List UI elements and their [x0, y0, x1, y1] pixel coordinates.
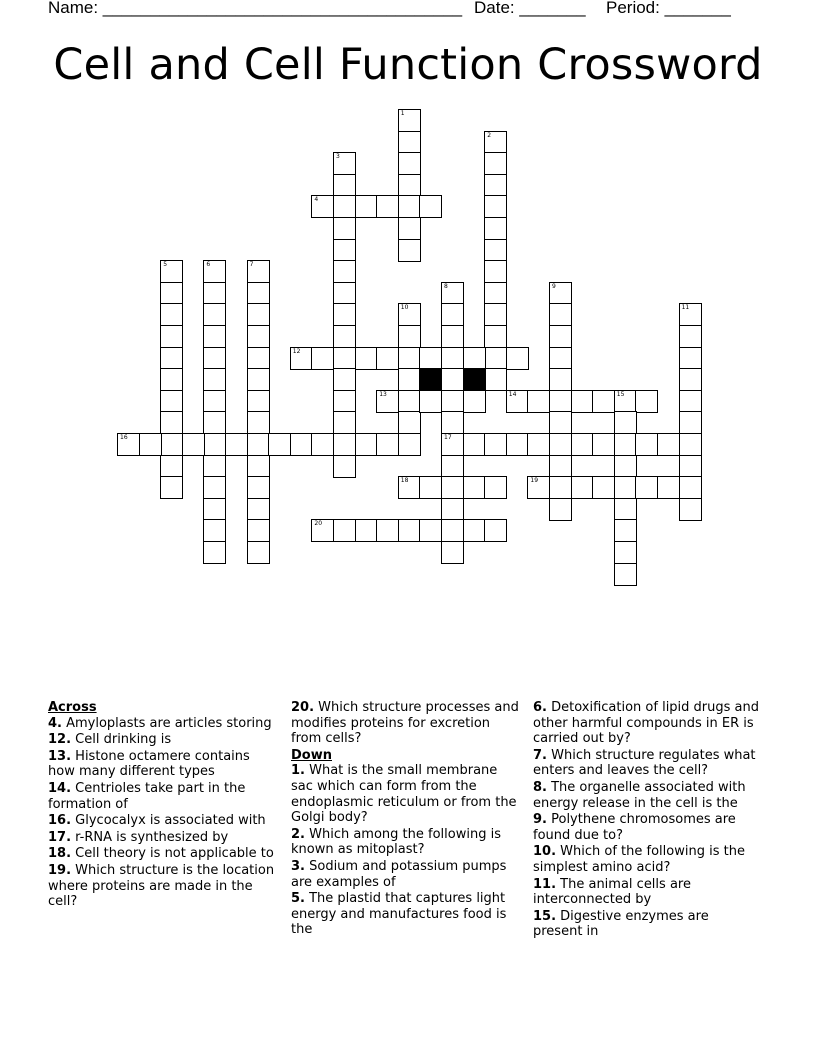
- crossword-cell[interactable]: [355, 519, 378, 542]
- clue-number: 10: [400, 304, 409, 312]
- crossword-cell[interactable]: [355, 195, 378, 218]
- crossword-cell[interactable]: [398, 131, 421, 154]
- clue-text: Digestive enzymes are present in: [533, 908, 709, 940]
- crossword-cell[interactable]: [419, 390, 442, 413]
- crossword-cell[interactable]: [441, 303, 464, 326]
- clue-text: Centrioles take part in the formation of: [48, 780, 246, 812]
- clue-number-label: 11.: [533, 876, 557, 892]
- crossword-cell[interactable]: [398, 368, 421, 391]
- crossword-cell[interactable]: [484, 476, 507, 499]
- crossword-cell[interactable]: [506, 433, 529, 456]
- clue-number: 11: [681, 304, 690, 312]
- crossword-cell[interactable]: [679, 476, 702, 499]
- crossword-cell[interactable]: [247, 347, 270, 370]
- crossword-cell[interactable]: [679, 368, 702, 391]
- crossword-cell[interactable]: [333, 282, 356, 305]
- crossword-cell[interactable]: [614, 519, 637, 542]
- crossword-cell[interactable]: [635, 433, 658, 456]
- crossword-cell[interactable]: [139, 433, 162, 456]
- crossword-cell[interactable]: [419, 347, 442, 370]
- crossword-cell[interactable]: [549, 325, 572, 348]
- clue-number: 5: [163, 261, 168, 269]
- clue-text: Sodium and potassium pumps are examples of: [291, 858, 507, 890]
- down-clue: [533, 844, 761, 875]
- crossword-cell[interactable]: [614, 541, 637, 564]
- crossword-cell[interactable]: [398, 239, 421, 262]
- crossword-cell[interactable]: [203, 455, 226, 478]
- clue-number-label: 15.: [533, 908, 557, 924]
- crossword-cell[interactable]: [203, 541, 226, 564]
- crossword-cell[interactable]: [160, 433, 183, 456]
- down-clue-list: [291, 763, 519, 938]
- crossword-cell[interactable]: [463, 433, 486, 456]
- crossword-cell[interactable]: [679, 411, 702, 434]
- black-cell: [463, 368, 486, 391]
- clue-number-label: 10.: [533, 844, 557, 860]
- crossword-cell[interactable]: [247, 325, 270, 348]
- crossword-cell[interactable]: [484, 217, 507, 240]
- crossword-cell[interactable]: [657, 433, 680, 456]
- crossword-cell[interactable]: [441, 476, 464, 499]
- clues-column-3: [533, 700, 761, 941]
- clue-number: 17: [444, 434, 452, 441]
- crossword-cell[interactable]: [592, 476, 615, 499]
- clue-text: Which structure processes and modifies proteins for excretion from cells?: [291, 700, 519, 747]
- crossword-cell[interactable]: [614, 433, 637, 456]
- clue-text: Glycocalyx is associated with: [71, 813, 266, 829]
- crossword-cell[interactable]: [441, 455, 464, 478]
- crossword-cell[interactable]: [203, 260, 226, 283]
- crossword-cell[interactable]: [333, 303, 356, 326]
- crossword-cell[interactable]: [635, 390, 658, 413]
- clue-number-label: 6.: [533, 700, 547, 715]
- crossword-cell[interactable]: [484, 325, 507, 348]
- crossword-cell[interactable]: [484, 519, 507, 542]
- crossword-cell[interactable]: [247, 476, 270, 499]
- clue-number: 16: [120, 434, 128, 441]
- crossword-cell[interactable]: [333, 347, 356, 370]
- crossword-cell[interactable]: [484, 303, 507, 326]
- clue-number: 1: [400, 110, 405, 117]
- down-clue: [533, 700, 761, 747]
- crossword-cell[interactable]: [160, 411, 183, 434]
- crossword-cell[interactable]: [527, 433, 550, 456]
- clue-number: 20: [314, 520, 323, 528]
- crossword-cell[interactable]: [571, 433, 594, 456]
- crossword-cell[interactable]: [484, 174, 507, 197]
- clue-number: 14: [508, 390, 517, 398]
- crossword-cell[interactable]: [160, 390, 183, 413]
- crossword-cell[interactable]: [247, 411, 270, 434]
- crossword-cell[interactable]: [679, 347, 702, 370]
- crossword-cell[interactable]: [484, 195, 507, 218]
- clue-number-label: 5.: [291, 891, 305, 907]
- crossword-cell[interactable]: [549, 303, 572, 326]
- crossword-cell[interactable]: [463, 476, 486, 499]
- crossword-cell[interactable]: [398, 152, 421, 175]
- crossword-cell[interactable]: [333, 195, 356, 218]
- crossword-cell[interactable]: [441, 347, 464, 370]
- clue-text: What is the small membrane sac which can form from the endoplasmic reticulum or from the Golgi body?: [291, 763, 517, 826]
- crossword-cell[interactable]: [614, 476, 637, 499]
- crossword-cell[interactable]: [398, 390, 421, 413]
- crossword-cell[interactable]: [247, 433, 270, 456]
- clue-text: r-RNA is synthesized by: [71, 829, 229, 845]
- crossword-cell[interactable]: [549, 498, 572, 521]
- crossword-cell[interactable]: [333, 325, 356, 348]
- crossword-cell[interactable]: [657, 476, 680, 499]
- crossword-cell[interactable]: [592, 390, 615, 413]
- crossword-cell[interactable]: [333, 433, 356, 456]
- crossword-cell[interactable]: [419, 476, 442, 499]
- crossword-cell[interactable]: [614, 411, 637, 434]
- crossword-cell[interactable]: [614, 455, 637, 478]
- crossword-cell[interactable]: [527, 476, 550, 499]
- down-clue: [533, 909, 761, 940]
- crossword-cell[interactable]: [333, 260, 356, 283]
- crossword-cell[interactable]: [247, 390, 270, 413]
- crossword-cell[interactable]: [160, 476, 183, 499]
- crossword-cell[interactable]: [203, 476, 226, 499]
- crossword-cell[interactable]: [549, 411, 572, 434]
- across-clue: [291, 700, 519, 747]
- crossword-cell[interactable]: [419, 519, 442, 542]
- crossword-cell[interactable]: [203, 390, 226, 413]
- clues-column-1: [48, 700, 278, 911]
- clues-column-2: [291, 700, 519, 939]
- crossword-cell[interactable]: [117, 433, 140, 456]
- down-clue: [291, 763, 519, 825]
- crossword-cell[interactable]: [311, 519, 334, 542]
- clue-text: Polythene chromosomes are found due to?: [533, 812, 736, 843]
- crossword-cell[interactable]: [484, 433, 507, 456]
- crossword-cell[interactable]: [398, 411, 421, 434]
- clue-text: Which structure is the location where proteins are made in the cell?: [48, 862, 275, 910]
- clue-text: The organelle associated with energy release in the cell is the: [533, 779, 746, 811]
- clue-text: Which among the following is known as mitoplast?: [291, 826, 501, 858]
- across-clue: [48, 863, 278, 910]
- clue-text: Cell drinking is: [71, 732, 172, 748]
- crossword-cell[interactable]: [484, 260, 507, 283]
- clue-number: 8: [444, 282, 448, 290]
- crossword-cell[interactable]: [376, 347, 399, 370]
- name-field-label: Name: ______________________________________: [48, 0, 463, 17]
- crossword-cell[interactable]: [441, 411, 464, 434]
- crossword-cell[interactable]: [679, 325, 702, 348]
- crossword-cell[interactable]: [398, 174, 421, 197]
- clue-text: Which structure regulates what enters and leaves the cell?: [533, 747, 756, 779]
- crossword-cell[interactable]: [203, 519, 226, 542]
- page-title: Cell and Cell Function Crossword: [53, 40, 763, 90]
- clue-text: The animal cells are interconnected by: [533, 876, 691, 908]
- crossword-cell[interactable]: [290, 347, 313, 370]
- clue-number: 18: [400, 477, 409, 485]
- crossword-cell[interactable]: [376, 433, 399, 456]
- crossword-cell[interactable]: [203, 433, 226, 456]
- across-clue: [48, 813, 278, 829]
- crossword-cell[interactable]: [484, 368, 507, 391]
- clue-number: 2: [487, 131, 492, 139]
- clue-number: 15: [616, 390, 625, 398]
- crossword-cell[interactable]: [203, 368, 226, 391]
- crossword-cell[interactable]: [484, 347, 507, 370]
- period-field-label: Period: _______: [606, 0, 731, 17]
- clue-number-label: 20.: [291, 700, 315, 715]
- crossword-cell[interactable]: [549, 282, 572, 305]
- clue-text: Histone octamere contains how many different types: [48, 748, 250, 780]
- clue-number-label: 3.: [291, 858, 305, 874]
- crossword-cell[interactable]: [247, 303, 270, 326]
- crossword-cell[interactable]: [311, 347, 334, 370]
- crossword-cell[interactable]: [441, 433, 464, 456]
- crossword-cell[interactable]: [549, 390, 572, 413]
- crossword-cell[interactable]: [484, 131, 507, 154]
- crossword-cell[interactable]: [549, 433, 572, 456]
- crossword-cell[interactable]: [247, 519, 270, 542]
- down-clue: [291, 827, 519, 858]
- across-clue: [48, 716, 278, 732]
- black-cell: [419, 368, 442, 391]
- crossword-cell[interactable]: [333, 217, 356, 240]
- crossword-cell[interactable]: [376, 519, 399, 542]
- crossword-cell[interactable]: [614, 563, 637, 586]
- crossword-cell[interactable]: [463, 347, 486, 370]
- clue-number-label: 12.: [48, 732, 72, 748]
- crossword-cell[interactable]: [333, 174, 356, 197]
- crossword-cell[interactable]: [679, 390, 702, 413]
- clue-number: 12: [292, 347, 301, 355]
- crossword-cell[interactable]: [268, 433, 291, 456]
- down-clue-list-continued: [533, 700, 761, 940]
- crossword-cell[interactable]: [333, 368, 356, 391]
- crossword-cell[interactable]: [398, 519, 421, 542]
- clue-number-label: 7.: [533, 747, 547, 763]
- crossword-cell[interactable]: [441, 519, 464, 542]
- across-heading: Across: [48, 700, 97, 715]
- clue-number: 13: [379, 390, 387, 398]
- crossword-cell[interactable]: [614, 498, 637, 521]
- crossword-cell[interactable]: [333, 239, 356, 262]
- across-clue: [48, 732, 278, 748]
- crossword-cell[interactable]: [679, 303, 702, 326]
- crossword-cell[interactable]: [506, 347, 529, 370]
- crossword-cell[interactable]: [355, 433, 378, 456]
- clue-number: 4: [314, 196, 319, 204]
- crossword-cell[interactable]: [160, 325, 183, 348]
- crossword-cell[interactable]: [290, 433, 313, 456]
- crossword-cell[interactable]: [160, 368, 183, 391]
- crossword-cell[interactable]: [203, 411, 226, 434]
- clue-text: Amyloplasts are articles storing: [61, 715, 272, 731]
- clue-text: Which of the following is the simplest amino acid?: [533, 844, 745, 875]
- crossword-cell[interactable]: [247, 282, 270, 305]
- crossword-cell[interactable]: [203, 303, 226, 326]
- crossword-cell[interactable]: [419, 195, 442, 218]
- clue-text: The plastid that captures light energy and manufactures food is the: [291, 891, 507, 938]
- down-clue: [291, 859, 519, 890]
- crossword-cell[interactable]: [398, 217, 421, 240]
- across-clue-list: [48, 716, 278, 910]
- across-clue: [48, 830, 278, 846]
- across-clue: [48, 749, 278, 780]
- crossword-cell[interactable]: [225, 433, 248, 456]
- crossword-cell[interactable]: [679, 433, 702, 456]
- crossword-cell[interactable]: [203, 282, 226, 305]
- down-clue: [533, 812, 761, 843]
- crossword-cell[interactable]: [549, 368, 572, 391]
- crossword-cell[interactable]: [484, 239, 507, 262]
- crossword-cell[interactable]: [247, 368, 270, 391]
- crossword-cell[interactable]: [247, 260, 270, 283]
- crossword-cell[interactable]: [679, 455, 702, 478]
- across-clue-list-continued: [291, 700, 519, 747]
- crossword-cell[interactable]: [333, 455, 356, 478]
- crossword-cell[interactable]: [376, 390, 399, 413]
- clue-number-label: 14.: [48, 780, 72, 796]
- clue-number-label: 13.: [48, 748, 72, 764]
- crossword-cell[interactable]: [247, 455, 270, 478]
- crossword-cell[interactable]: [441, 325, 464, 348]
- clue-text: Cell theory is not applicable to: [71, 846, 274, 862]
- clue-number-label: 16.: [48, 813, 72, 829]
- crossword-cell[interactable]: [247, 541, 270, 564]
- crossword-cell[interactable]: [160, 455, 183, 478]
- crossword-cell[interactable]: [160, 260, 183, 283]
- down-clue: [533, 877, 761, 908]
- crossword-cell[interactable]: [398, 433, 421, 456]
- crossword-cell[interactable]: [398, 476, 421, 499]
- clue-number-label: 19.: [48, 862, 72, 878]
- crossword-cell[interactable]: [441, 498, 464, 521]
- crossword-cell[interactable]: [441, 368, 464, 391]
- clue-number-label: 9.: [533, 812, 547, 828]
- crossword-cell[interactable]: [333, 152, 356, 175]
- across-clue: [48, 781, 278, 812]
- clue-number: 6: [206, 261, 211, 269]
- crossword-cell[interactable]: [398, 195, 421, 218]
- clue-number: 9: [552, 282, 556, 290]
- crossword-cell[interactable]: [484, 282, 507, 305]
- crossword-cell[interactable]: [333, 390, 356, 413]
- clue-number: 3: [336, 153, 340, 161]
- crossword-cell[interactable]: [247, 498, 270, 521]
- clue-number-label: 4.: [48, 715, 62, 731]
- crossword-cell[interactable]: [614, 390, 637, 413]
- clue-number-label: 1.: [291, 763, 305, 779]
- crossword-cell[interactable]: [635, 476, 658, 499]
- crossword-cell[interactable]: [484, 152, 507, 175]
- crossword-cell[interactable]: [441, 282, 464, 305]
- crossword-cell[interactable]: [160, 282, 183, 305]
- crossword-cell[interactable]: [160, 303, 183, 326]
- crossword-cell[interactable]: [549, 476, 572, 499]
- clue-number-label: 18.: [48, 846, 72, 862]
- crossword-cell[interactable]: [441, 541, 464, 564]
- clue-text: Detoxification of lipid drugs and other harmful compounds in ER is carried out by?: [533, 700, 760, 747]
- crossword-cell[interactable]: [311, 433, 334, 456]
- crossword-cell[interactable]: [355, 347, 378, 370]
- down-clue: [291, 891, 519, 938]
- crossword-cell[interactable]: [203, 325, 226, 348]
- crossword-cell[interactable]: [571, 476, 594, 499]
- crossword-cell[interactable]: [398, 347, 421, 370]
- clue-number-label: 8.: [533, 779, 547, 795]
- crossword-cell[interactable]: [182, 433, 205, 456]
- crossword-cell[interactable]: [333, 411, 356, 434]
- across-clue: [48, 846, 278, 862]
- crossword-cell[interactable]: [463, 390, 486, 413]
- crossword-cell[interactable]: [398, 109, 421, 132]
- down-clue: [533, 780, 761, 811]
- crossword-cell[interactable]: [398, 325, 421, 348]
- crossword-cell[interactable]: [441, 390, 464, 413]
- crossword-cell[interactable]: [571, 390, 594, 413]
- crossword-cell[interactable]: [463, 519, 486, 542]
- clue-number-label: 2.: [291, 826, 305, 842]
- crossword-cell[interactable]: [679, 498, 702, 521]
- crossword-cell[interactable]: [592, 433, 615, 456]
- down-heading: Down: [291, 747, 332, 763]
- crossword-cell[interactable]: [527, 390, 550, 413]
- date-field-label: Date: _______: [474, 0, 586, 17]
- crossword-cell[interactable]: [398, 303, 421, 326]
- crossword-cell[interactable]: [203, 498, 226, 521]
- crossword-cell[interactable]: [203, 347, 226, 370]
- crossword-cell[interactable]: [506, 390, 529, 413]
- crossword-cell[interactable]: [549, 455, 572, 478]
- crossword-cell[interactable]: [549, 347, 572, 370]
- crossword-cell[interactable]: [311, 195, 334, 218]
- crossword-cell[interactable]: [160, 347, 183, 370]
- clue-number: 7: [249, 261, 254, 269]
- clue-number: 19: [530, 477, 539, 485]
- crossword-cell[interactable]: [333, 519, 356, 542]
- crossword-cell[interactable]: [376, 195, 399, 218]
- down-clue: [533, 748, 761, 779]
- clue-number-label: 17.: [48, 829, 72, 845]
